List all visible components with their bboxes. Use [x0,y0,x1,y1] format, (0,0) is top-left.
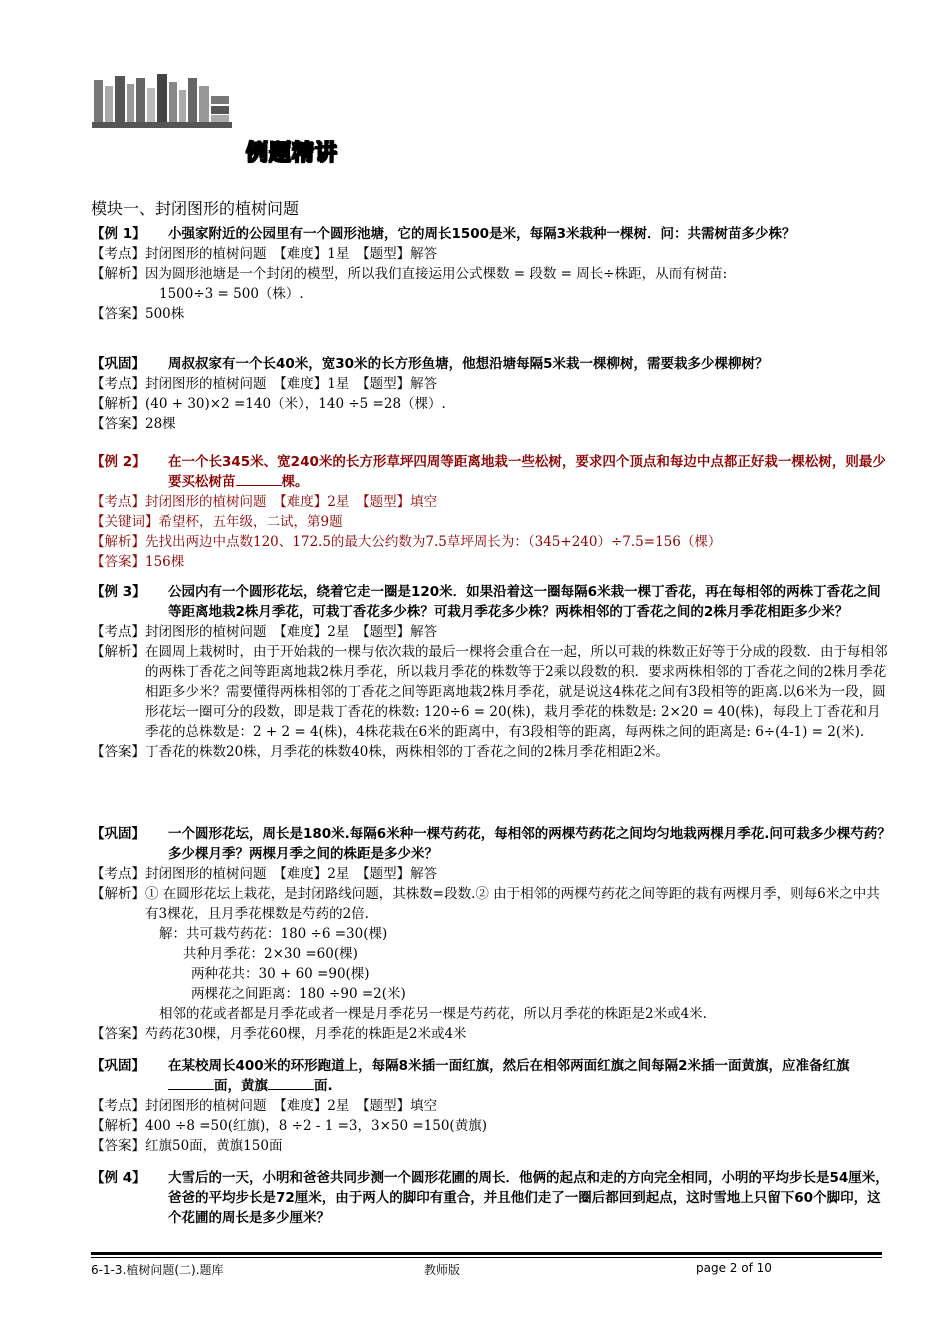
consolidation-2 [91,824,891,1044]
question-text: 周叔叔家有一个长40米，宽30米的长方形鱼塘，他想沿塘每隔5米栽一棵柳树，需要栽多少棵柳树？ [168,356,769,372]
answer-row: 【答案】 芍药花30棵，月季花60棵，月季花的株距是2米或4米 [91,1026,467,1042]
jiexi-line: 两棵花之间距离：180 ÷90 =2(米) [191,986,406,1002]
question-text: 在某校周长400米的环形跑道上，每隔8米插一面红旗，然后在相邻两面红旗之间每隔2米插一面黄旗，应准备红旗面，黄旗 面. [168,1058,850,1094]
books-logo-icon [92,72,232,130]
question-tag: 【例 1】 [91,226,146,242]
kaodian-row: 【考点】 封闭图形的植树问题 【难度】2星 【题型】解答 [91,866,438,882]
jiexi-line: 解：共可栽芍药花：180 ÷6 =30(棵) [159,926,388,942]
jiexi-row: 【解析】 先找出两边中点数120、172.5的最大公约数为7.5草坪周长为：（345+240）÷7.5=156（棵） [91,534,722,550]
question-row [91,354,891,374]
example-4 [91,1168,891,1228]
fill-blank [168,1077,214,1090]
jiexi-row: 【解析】 (40 + 30)×2 =140（米），140 ÷5 =28（棵）. [91,396,446,412]
footer-divider-thin [91,1257,882,1258]
jiexi-row: 【解析】 因为圆形池塘是一个封闭的模型，所以我们直接运用公式棵数 = 段数 = 周长÷株距，从而有树苗: [91,266,728,282]
question-text: 小强家附近的公园里有一个圆形池塘，它的周长1500是米，每隔3米栽种一棵树．问：共需树苗多少株？ [168,226,796,242]
question-text: 在一个长345米、宽240米的长方形草坪四周等距离地栽一些松树，要求四个顶点和每边中点都正好栽一棵松树，则最少要买松树苗 棵。 [168,454,886,490]
question-tag: 【巩固】 [91,826,145,842]
question-tag: 【例 3】 [91,584,146,600]
question-row [91,582,891,622]
consolidation-1 [91,354,891,434]
keyword-row: 【关键词】 希望杯，五年级，二试，第9题 [91,514,343,530]
section-title: 例题精讲 [246,141,339,166]
jiexi-row: 【解析】 ① 在圆形花坛上栽花，是封闭路线问题，其株数=段数.② 由于相邻的两棵芍药花之间等距的栽有两棵月季，则每6米之中共有3棵花，且月季花棵数是芍药的2倍. [91,886,880,922]
kaodian-row: 【考点】 封闭图形的植树问题 【难度】2星 【题型】填空 [91,494,438,510]
question-text: 公园内有一个圆形花坛，绕着它走一圈是120米．如果沿着这一圈每隔6米栽一棵丁香花，再在每相邻的两株丁香花之间等距离地栽2株月季花，可栽丁香花多少株？可栽月季花多少株？两株相邻的丁香花之间的2株月季花相距多少米？ [168,584,881,620]
footer-divider [91,1252,882,1255]
example-1 [91,224,891,324]
kaodian-row: 【考点】 封闭图形的植树问题 【难度】1星 【题型】解答 [91,376,438,392]
jiexi-row: 【解析】 在圆周上栽树时，由于开始栽的一棵与依次栽的最后一棵将会重合在一起，所以可栽的株数正好等于分成的段数．由于每相邻的两株丁香花之间等距离地栽2株月季花，所以栽月季花的株数等于2乘以段数的积．要求两株相邻的丁香花之间的2株月季花相距多少米？需要懂得两株相邻的丁香花之间等距离地栽2株月季花，就是说这4株花之间有3段相等的距离.以6米为一段，圆形花坛一圈可分的段数，即是栽丁香花的株数: 120÷6 = 20(株)，栽月季花的株数是: 2×20 = 40(株)，每段上丁香花和月季花的总株数是：2 + 2 = 4(株)，4株花栽在6米的距离中，有3段相等的距离，每两株之间的距离是: 6÷(4-1) = 2(米). [91,644,888,740]
answer-row: 【答案】 28棵 [91,416,176,432]
answer-row: 【答案】 红旗50面，黄旗150面 [91,1138,283,1154]
fill-blank [236,473,282,486]
question-tag: 【例 4】 [91,1170,146,1186]
answer-row: 【答案】 156棵 [91,554,185,570]
fill-blank [268,1077,314,1090]
jiexi-line: 两种花共：30 + 60 =90(棵) [191,966,370,982]
question-tag: 【巩固】 [91,1058,145,1074]
example-2 [91,452,891,572]
jiexi-row: 【解析】 400 ÷8 =50(红旗)，8 ÷2 - 1 =3，3×50 =150(黄旗) [91,1118,487,1134]
question-row [91,224,891,244]
footer-center: 教师版 [424,1263,461,1277]
jiexi-line: 共种月季花：2×30 =60(棵) [183,946,358,962]
kaodian-row: 【考点】 封闭图形的植树问题 【难度】1星 【题型】解答 [91,246,438,262]
question-row [91,824,891,864]
question-row [91,1168,891,1228]
kaodian-row: 【考点】 封闭图形的植树问题 【难度】2星 【题型】填空 [91,1098,438,1114]
module-title: 模块一、封闭图形的植树问题 [91,199,300,218]
question-row [91,452,891,492]
jiexi-line: 相邻的花或者都是月季花或者一棵是月季花另一棵是芍药花，所以月季花的株距是2米或4米. [159,1006,707,1022]
question-tag: 【巩固】 [91,356,145,372]
jiexi-line: 1500÷3 = 500（株）. [159,286,304,302]
kaodian-row: 【考点】 封闭图形的植树问题 【难度】2星 【题型】解答 [91,624,438,640]
question-text: 大雪后的一天，小明和爸爸共同步测一个圆形花圃的周长．他俩的起点和走的方向完全相同，小明的平均步长是54厘米，爸爸的平均步长是72厘米，由于两人的脚印有重合，并且他们走了一圈后都回到起点，这时雪地上只留下60个脚印，这个花圃的周长是多少厘米？ [168,1170,889,1226]
footer-page-number: page 2 of 10 [696,1261,772,1275]
consolidation-3 [91,1056,891,1156]
question-text: 一个圆形花坛，周长是180米.每隔6米种一棵芍药花，每相邻的两棵芍药花之间均匀地栽两棵月季花.问可栽多少棵芍药？多少棵月季？两棵月季之间的株距是多少米？ [168,826,891,862]
answer-row: 【答案】 500株 [91,306,185,322]
question-tag: 【例 2】 [91,454,146,470]
answer-row: 【答案】 丁香花的株数20株，月季花的株数40株，两株相邻的丁香花之间的2株月季花相距2米。 [91,744,670,760]
example-3 [91,582,891,762]
footer-left: 6-1-3.植树问题(二).题库 [91,1263,224,1277]
question-row [91,1056,891,1096]
